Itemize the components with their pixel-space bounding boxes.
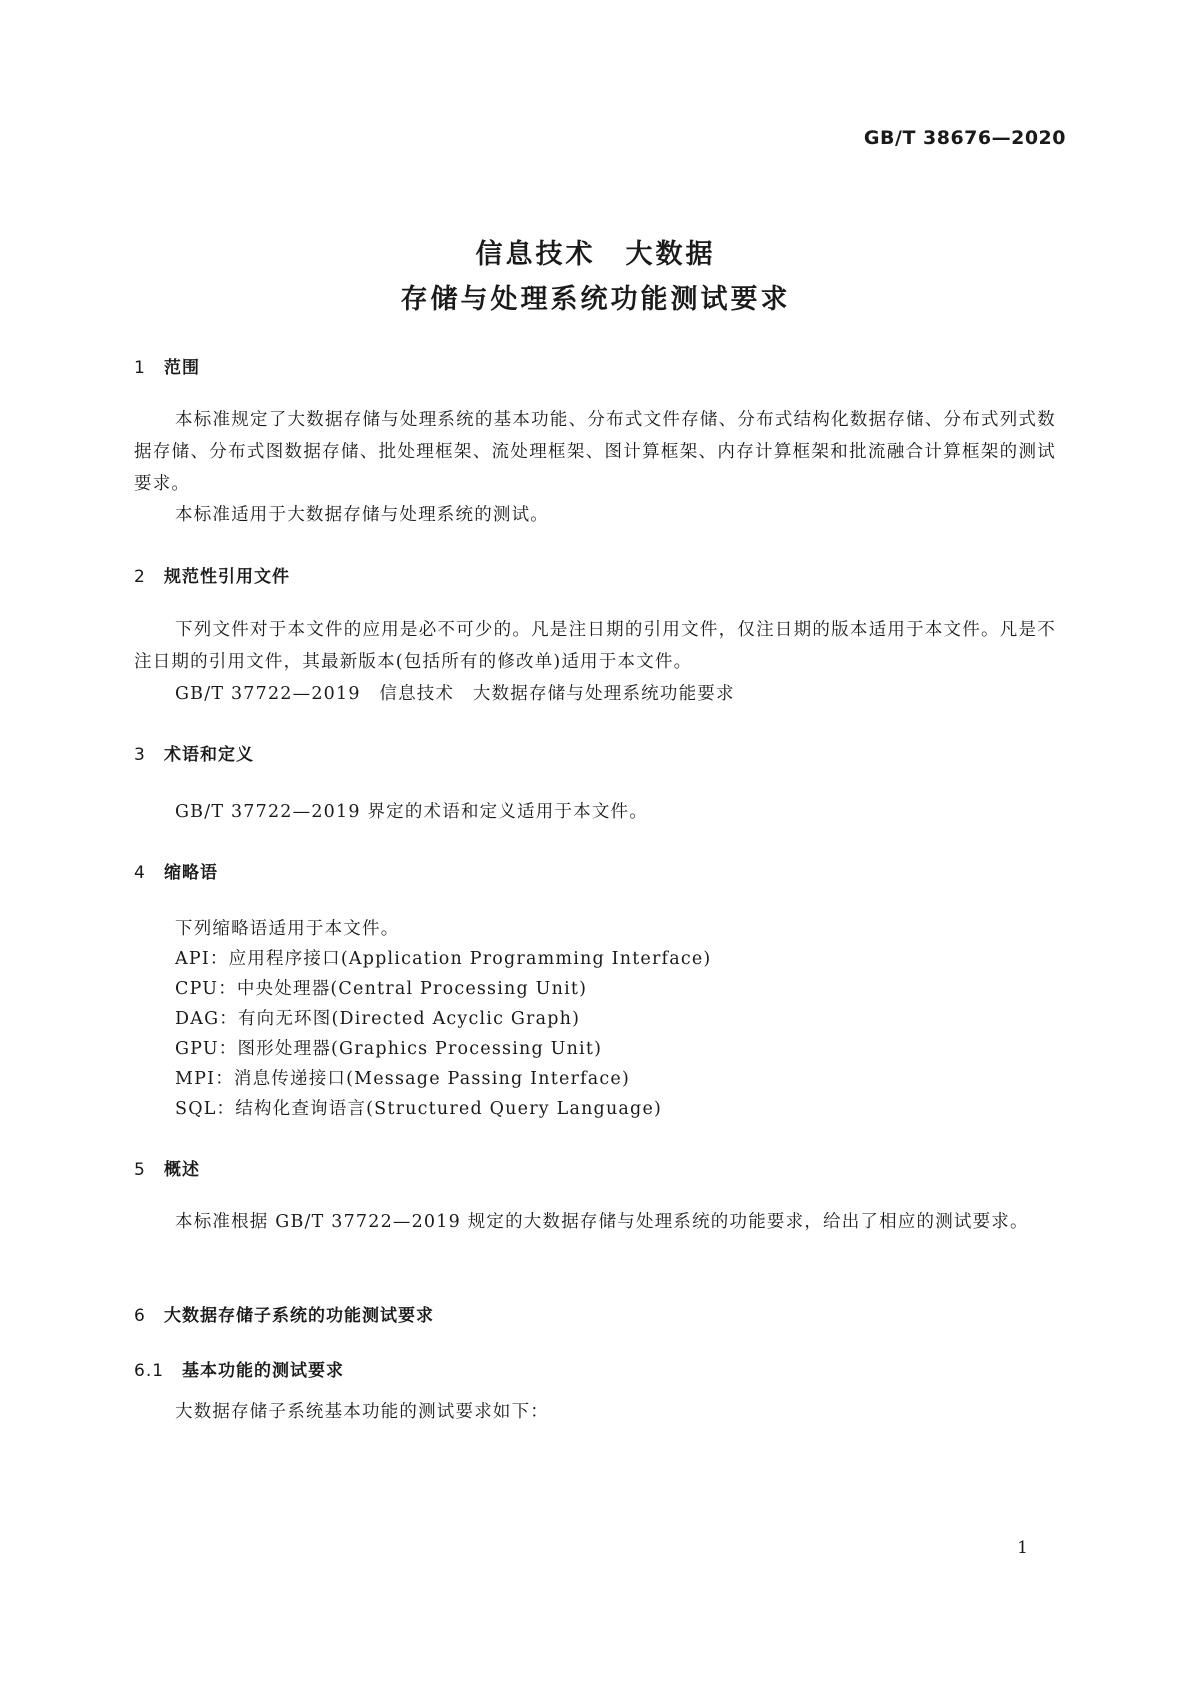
section-1-paragraph-2: 本标准适用于大数据存储与处理系统的测试。 [175,505,549,525]
section-3-heading [134,740,254,765]
section-number: 4 [134,863,146,883]
section-2-paragraph-1: 下列文件对于本文件的应用是必不可少的。凡是注日期的引用文件，仅注日期的版本适用于本文件。凡是不注日期的引用文件，其最新版本(包括所有的修改单)适用于本文件。 [134,620,1056,672]
section-number: 3 [134,745,146,765]
section-title: 范围 [164,358,200,378]
section-5-heading [134,1155,200,1180]
abbreviation-item: API：应用程序接口(Application Programming Interface) [175,949,712,969]
abbreviation-item: DAG：有向无环图(Directed Acyclic Graph) [175,1009,581,1029]
abbreviation-item: SQL：结构化查询语言(Structured Query Language) [175,1099,663,1119]
section-title: 概述 [164,1160,200,1180]
abbreviation-item: MPI：消息传递接口(Message Passing Interface) [175,1069,630,1089]
section-number: 1 [134,358,146,378]
section-1-heading [134,353,200,378]
section-number: 6 [134,1306,146,1326]
section-number: 5 [134,1160,146,1180]
section-number: 2 [134,567,146,587]
abbreviation-item: CPU：中央处理器(Central Processing Unit) [175,979,588,999]
subsection-6-1-heading [134,1356,344,1381]
subsection-6-1-paragraph-1: 大数据存储子系统基本功能的测试要求如下： [175,1402,549,1422]
abbreviations-intro: 下列缩略语适用于本文件。 [175,919,400,939]
section-title: 缩略语 [164,863,218,883]
section-4-heading [134,858,218,883]
subsection-title: 基本功能的测试要求 [182,1361,344,1381]
section-title: 大数据存储子系统的功能测试要求 [164,1306,434,1326]
normative-reference-1: GB/T 37722—2019 信息技术 大数据存储与处理系统功能要求 [175,684,735,704]
section-6-heading [134,1301,434,1326]
section-1-paragraph-1: 本标准规定了大数据存储与处理系统的基本功能、分布式文件存储、分布式结构化数据存储、分布式列式数据存储、分布式图数据存储、批处理框架、流处理框架、图计算框架、内存计算框架和批流融合计算框架的测试要求。 [134,410,1056,494]
section-3-paragraph-1: GB/T 37722—2019 界定的术语和定义适用于本文件。 [175,802,648,822]
section-5-paragraph-1: 本标准根据 GB/T 37722—2019 规定的大数据存储与处理系统的功能要求，给出了相应的测试要求。 [175,1212,1029,1232]
standard-code: GB/T 38676—2020 [863,127,1066,149]
abbreviation-item: GPU：图形处理器(Graphics Processing Unit) [175,1039,603,1059]
section-2-heading [134,562,290,587]
subsection-number: 6.1 [134,1361,165,1381]
document-title-line2: 存储与处理系统功能测试要求 [400,284,791,315]
document-title-line1: 信息技术 大数据 [475,239,716,270]
page-number: 1 [1017,1538,1028,1558]
section-title: 规范性引用文件 [164,567,290,587]
section-title: 术语和定义 [164,745,254,765]
